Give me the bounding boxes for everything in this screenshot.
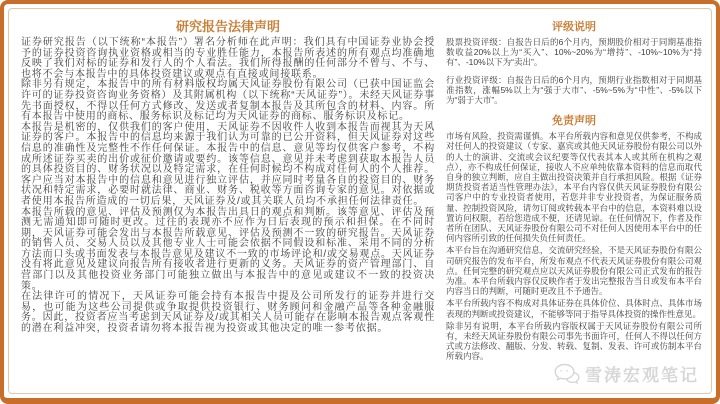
disclaimer-body xyxy=(446,131,702,361)
watermark xyxy=(554,361,699,386)
rating-section xyxy=(446,18,702,105)
legal-paragraph: 本报告所载的意见、评估及预测仅为本报告出具日的观点和判断。该等意见、评估及预测无需通知即可随时更改。过往的表现亦不应作为日后表现的预示和担保。在不同时期，天风证券可能会发出与本报告所载意见、评估及预测不一致的研究报告。天风证券的销售人员、交易人员以及其他专业人士可能会依据不同假设和标准、采用不同的分析方法而口头或书面发表与本报告意见及建议不一致的市场评论和/或交易观点。天风证券没有将此意见及建议向报告所有接收者进行更新的义务。天风证券的资产管理部门、自营部门以及其他投资业务部门可能独立做出与本报告中的意见或建议不一致的投资决策。 xyxy=(21,206,435,292)
right-column xyxy=(446,12,702,390)
chat-bubbles-icon xyxy=(554,363,580,385)
disclaimer-paragraph: 本平台旨在沟通研究信息，交流研究经验，不是天风证券股份有限公司研究报告的发布平台，所发布观点不代表天风证券股份有限公司观点。任何完整的研究观点应以天风证券股份有限公司正式发布的报告为准。本平台所载内容仅反映作者于发出完整报告当日或发布本平台内容当日的判断，可随时更改且不予通告。 xyxy=(446,245,702,297)
page-content xyxy=(4,4,716,398)
legal-paragraph: 在法律许可的情况下，天风证券可能会持有本报告中提及公司所发行的证券并进行交易，也可能为这些公司提供或争取提供投资银行、财务顾问和金融产品等各种金融服务。因此，投资者应当考虑到天风证券及/或其相关人员可能存在影响本报告观点客观性的潜在利益冲突，投资者请勿将本报告视为投资或其他决定的唯一参考依据。 xyxy=(21,291,435,335)
legal-statement-title: 研究报告法律声明 xyxy=(175,19,280,34)
watermark-label: 雪涛宏观笔记 xyxy=(585,366,699,385)
disclaimer-paragraph: 本平台所载内容不构成对具体证券在具体价位、具体时点、具体市场表现的判断或投资建议，不能够等同于指导具体投资的操作性意见。 xyxy=(446,298,702,319)
rating-paragraph-stock: 股票投资评级：自报告日后的6个月内，预期股价相对于同期基准指数收益20%以上为“买入”、10%~20%为“增持”、-10%~10%为“持有”、-10%以下为“卖出”。 xyxy=(446,37,702,68)
disclaimer-section xyxy=(446,112,702,361)
disclaimer-paragraph: 市场有风险，投资需谨慎。本平台所载内容和意见仅供参考，不构成对任何人的投资建议（专家、嘉宾或其他天风证券股份有限公司以外的人士的演讲、交流或会议纪要等仅代表其本人或其所在机构之观点），亦不构成任何保证，接收人不应单纯依靠本资料的信息而取代自身的独立判断，应自主做出投资决策并自行承担风险。根据《证券期货投资者适当性管理办法》，本平台内容仅供天风证券股份有限公司客户中的专业投资者使用，若您并非专业投资者，为保证服务质量、控制投资风险，请勿订阅或转载本平台中的信息，本资料难以设置访问权限，若给您造成不便，还请见谅。在任何情况下，作者及作者所在团队、天风证券股份有限公司不对任何人因使用本平台中的任何内容所引致的任何损失负任何责任。 xyxy=(446,131,702,244)
rating-title: 评级说明 xyxy=(552,21,596,33)
disclaimer-paragraph: 除非另有说明，本平台所载内容版权属于天风证券股份有限公司所有，未经天风证券股份有限公司事先书面许可，任何人不得以任何方式或方法修改、翻版、分发、转载、复制、发表、许可或仿制本平台所载内容。 xyxy=(446,320,702,362)
legal-statement-section xyxy=(21,12,435,390)
disclaimer-title: 免责声明 xyxy=(552,115,596,128)
legal-paragraph: 证券研究报告（以下统称“本报告”）署名分析师在此声明：我们具有中国证券业协会授予的证券投资咨询执业资格或相当的专业胜任能力，本报告所表述的所有观点均准确地反映了我们对标的证券和发行人的个人看法。我们所得报酬的任何部分不曾与、不与、也将不会与本报告中的具体投资建议或观点有直接或间接联系。 xyxy=(21,37,435,80)
rating-paragraph-industry: 行业投资评级：自报告日后的6个月内，预期行业指数相对于同期基准指数，涨幅5%以上为“强于大市”、-5%~5%为“中性”、-5%以下为“弱于大市”。 xyxy=(446,74,702,106)
legal-statement-body xyxy=(21,38,435,335)
legal-paragraph: 除非另有规定，本报告中的所有材料版权均属天风证券股份有限公司（已获中国证监会许可的证券投资咨询业务资格）及其附属机构（以下统称“天风证券”）。未经天风证券事先书面授权，不得以任何方式修改、发送或者复制本报告及其所包含的材料、内容。所有本报告中使用的商标、服务标识及标记均为天风证券的商标、服务标识及标记。 xyxy=(21,79,435,123)
rating-body xyxy=(446,37,702,105)
legal-paragraph: 本报告是机密的，仅供我们的客户使用，天风证券不因收件人收到本报告而视其为天风证券的客户。本报告中的信息均来源于我们认为可靠的已公开资料，但天风证券对这些信息的准确性及完整性不作任何保证。本报告中的信息、意见等均仅供客户参考，不构成所述证券买卖的出价或征价邀请或要约。该等信息、意见并未考虑到获取本报告人员的具体投资目的、财务状况以及特定需求，在任何时候均不构成对任何人的个人推荐。客户应当对本报告中的信息和意见进行独立评估，并应同时考量各自的投资目的、财务状况和特定需求，必要时就法律、商业、财务、税收等方面咨询专家的意见。对依据或者使用本报告所造成的一切后果，天风证券及/或其关联人员均不承担任何法律责任。 xyxy=(21,121,435,207)
